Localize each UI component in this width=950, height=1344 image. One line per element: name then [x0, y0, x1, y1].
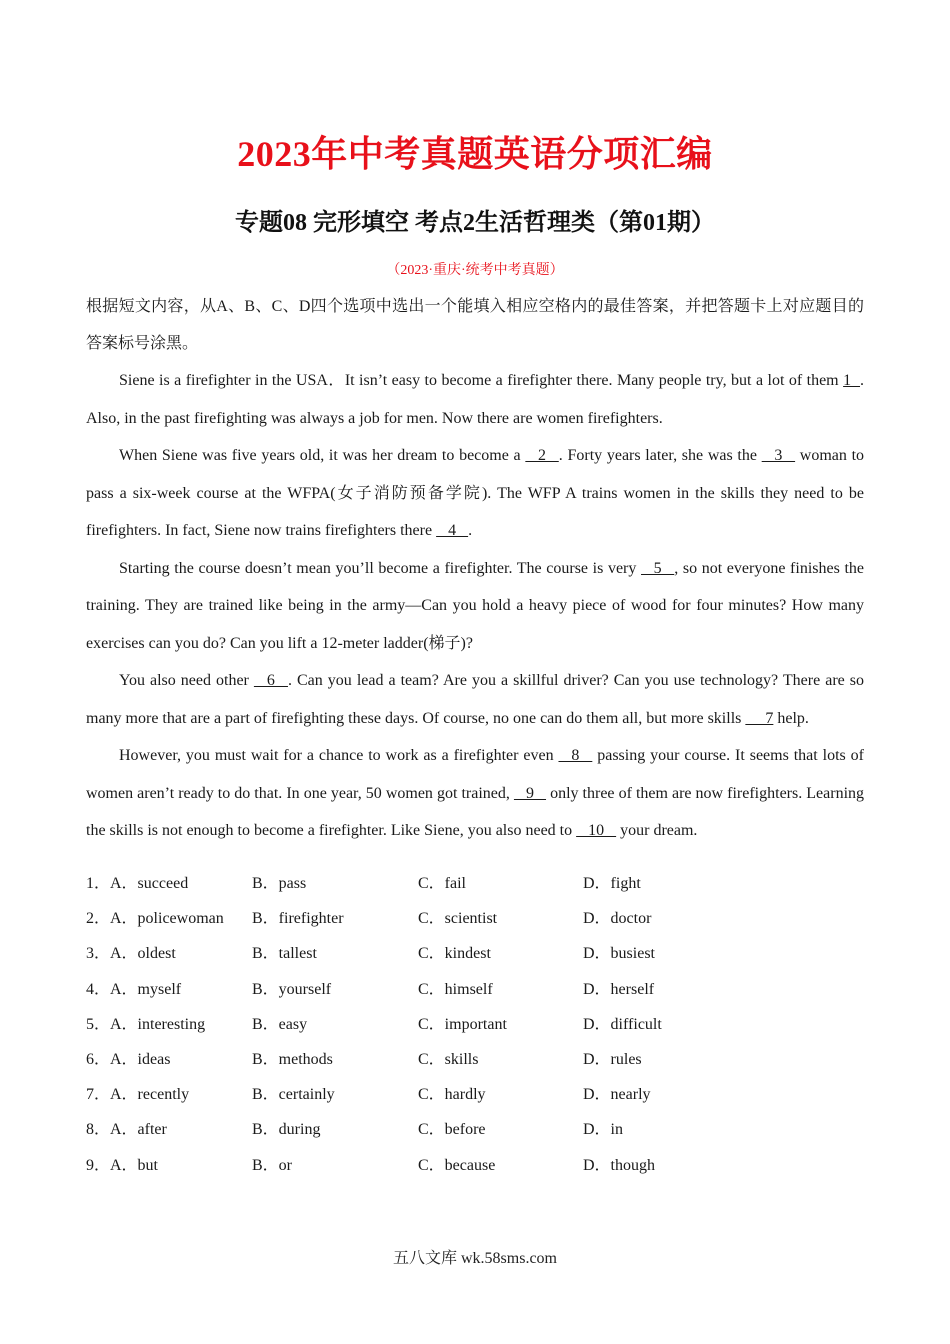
option-b: B．or — [252, 1156, 293, 1174]
text: only three of them are now firefighters. Learning the skills is not enough to become a firefighter. Like Siene, you also need to — [86, 784, 865, 839]
blank-2: _2_ — [525, 447, 559, 464]
question-row — [86, 1112, 864, 1147]
blank-7: __7 — [745, 709, 774, 727]
question-row — [86, 1042, 864, 1077]
option-d: D．herself — [583, 980, 655, 998]
text: woman to pass a six-week course at the WFPA(女子消防预备学院). The WFP A trains women in the skills they need to be firefighters. In fact, Siene now trains firefighters there — [86, 447, 865, 539]
option-a: 5．A．interesting — [86, 1015, 206, 1033]
paragraph-4 — [86, 662, 864, 737]
question-row — [86, 866, 864, 901]
blank-6: _6_ — [253, 672, 288, 689]
answer-options — [86, 866, 864, 1183]
text: However, you must wait for a chance to work as a firefighter even — [119, 747, 559, 764]
text: Siene is a firefighter in the USA．It isn’t easy to become a firefighter there. Many people try, but a lot of them — [119, 372, 844, 389]
option-c: C．fail — [418, 875, 466, 892]
topic-subtitle: 专题08 完形填空 考点2生活哲理类（第01期） — [235, 210, 715, 236]
option-a: 9．A．but — [86, 1156, 159, 1174]
text: Starting the course doesn’t mean you’ll become a firefighter. The course is very — [119, 559, 642, 577]
blank-10: _10_ — [576, 822, 617, 839]
paragraph-1 — [86, 362, 864, 437]
text: help. — [773, 709, 809, 727]
question-row — [86, 1148, 864, 1183]
option-b: B．pass — [252, 875, 307, 892]
option-c: C．important — [418, 1015, 507, 1033]
option-d: D．doctor — [583, 910, 652, 928]
option-d: D．difficult — [583, 1015, 662, 1033]
paragraph-5 — [86, 737, 864, 850]
blank-8: _8_ — [558, 747, 593, 764]
question-row — [86, 1077, 864, 1112]
option-a: 4．A．myself — [86, 980, 182, 998]
text: . Also, in the past firefighting was always a job for men. Now there are women firefighters. — [86, 372, 865, 427]
text: . — [468, 522, 473, 539]
option-a: 6．A．ideas — [86, 1050, 171, 1068]
footer-watermark: 五八文库 wk.58sms.com — [392, 1250, 557, 1267]
option-a: 7．A．recently — [86, 1086, 190, 1104]
option-b: B．certainly — [252, 1086, 335, 1104]
text: passing your course. It seems that lots of women aren’t ready to do that. In one year, 50 women got trained, — [86, 747, 864, 802]
question-row — [86, 901, 864, 936]
option-d: D．fight — [583, 875, 641, 892]
option-c: C．hardly — [418, 1086, 486, 1104]
text: . Forty years later, she was the — [558, 447, 762, 464]
blank-9: _9_ — [513, 784, 547, 802]
question-row — [86, 972, 864, 1007]
option-c: C．himself — [418, 980, 493, 998]
option-b: B．methods — [252, 1050, 333, 1068]
option-a: 1．A．succeed — [86, 875, 189, 892]
paragraph-3 — [86, 550, 864, 663]
page-title: 2023年中考真题英语分项汇编 — [237, 134, 713, 174]
option-a: 3．A．oldest — [86, 945, 176, 963]
option-d: D．in — [583, 1121, 624, 1139]
option-c: C．scientist — [418, 910, 498, 928]
passage-body — [86, 288, 864, 850]
paragraph-2 — [86, 437, 864, 550]
option-c: C．kindest — [418, 945, 491, 963]
text: your dream. — [616, 822, 698, 839]
question-row — [86, 936, 864, 971]
option-b: B．firefighter — [252, 910, 344, 928]
option-d: D．busiest — [583, 945, 656, 963]
option-c: C．skills — [418, 1050, 479, 1068]
option-c: C．because — [418, 1156, 496, 1174]
option-a: 2．A．policewoman — [86, 910, 224, 928]
blank-5: _5_ — [641, 559, 675, 577]
option-b: B．yourself — [252, 980, 332, 998]
option-b: B．easy — [252, 1015, 308, 1033]
instructions: 根据短文内容，从A、B、C、D四个选项中选出一个能填入相应空格内的最佳答案，并把答题卡上对应题目的答案标号涂黑。 — [86, 298, 864, 352]
option-d: D．though — [583, 1156, 656, 1174]
option-b: B．during — [252, 1121, 321, 1139]
blank-3: _3_ — [761, 447, 796, 464]
exam-source: （2023·重庆·统考中考真题） — [386, 263, 564, 278]
blank-4: _4_ — [436, 522, 469, 539]
option-d: D．nearly — [583, 1086, 651, 1104]
option-b: B．tallest — [252, 945, 317, 963]
text: . Can you lead a team? Are you a skillful driver? Can you use technology? There are so many more that are a part of firefighting these days. Of course, no one can do them all, but more skills — [86, 672, 865, 727]
text: You also need other — [119, 672, 254, 689]
option-a: 8．A．after — [86, 1121, 167, 1139]
text: , so not everyone finishes the training. They are trained like being in the army—Can you hold a heavy piece of wood for four minutes? How many exercises can you do? Can you lift a 12-meter ladder(梯子)? — [86, 559, 865, 652]
question-row — [86, 1007, 864, 1042]
option-c: C．before — [418, 1121, 486, 1139]
option-d: D．rules — [583, 1050, 642, 1068]
blank-1: 1 — [843, 372, 861, 389]
text: When Siene was five years old, it was her dream to become a — [119, 447, 526, 464]
